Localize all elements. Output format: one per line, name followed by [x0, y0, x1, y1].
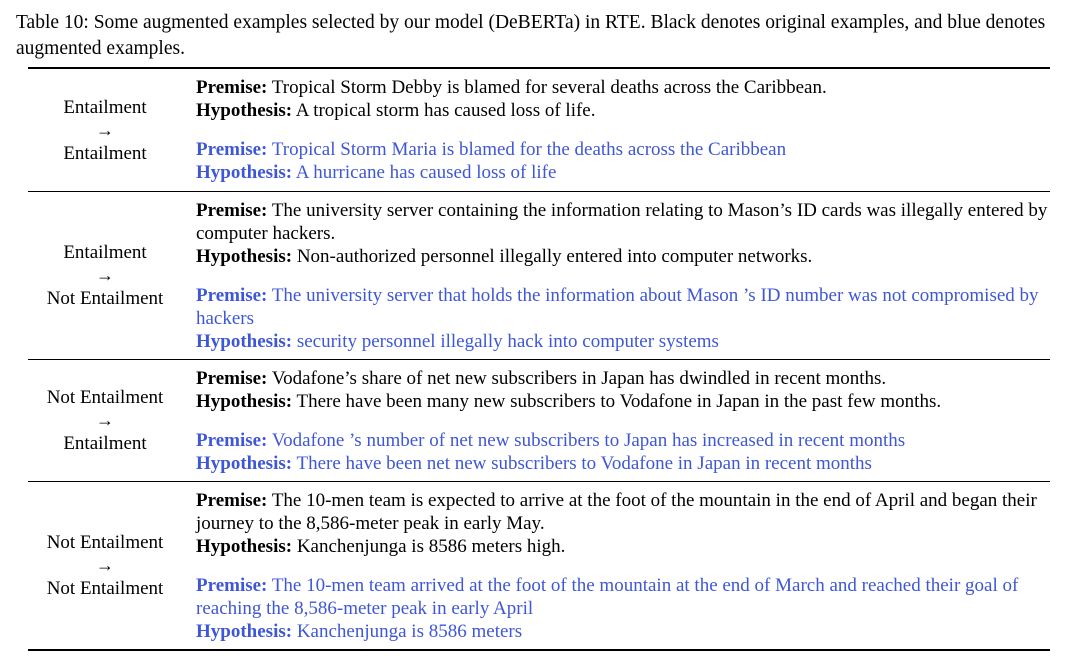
augmented-premise [196, 429, 1050, 452]
augmented-hypothesis [196, 620, 1050, 643]
label-transition [28, 241, 182, 310]
original-example [196, 76, 1050, 122]
premise-text: The university server that holds the information about Mason ’s ID number was not compromised by hackers [196, 284, 1039, 329]
premise-text: The 10-men team is expected to arrive at the foot of the mountain in the end of April and began their journey to the 8,586-meter peak in early May. [196, 489, 1037, 534]
premise-text: Tropical Storm Debby is blamed for several deaths across the Caribbean. [271, 77, 827, 98]
original-premise [196, 199, 1050, 245]
augmented-example [196, 138, 1050, 184]
original-example [196, 199, 1050, 268]
premise-text: The university server containing the information relating to Mason’s ID cards was illegally entered by computer hackers. [196, 199, 1048, 244]
premise-label: Premise: [196, 199, 268, 221]
augmented-premise [196, 284, 1050, 330]
original-hypothesis [196, 99, 1050, 122]
table-row [28, 69, 1050, 191]
example-content [182, 199, 1050, 353]
hypothesis-text: Kanchenjunga is 8586 meters high. [296, 535, 566, 557]
premise-label: Premise: [196, 489, 268, 511]
augmented-hypothesis [196, 452, 1050, 475]
premise-text: Vodafone’s share of net new subscribers in Japan has dwindled in recent months. [271, 367, 887, 389]
premise-label: Premise: [196, 429, 268, 451]
examples-table [28, 67, 1050, 651]
hypothesis-label: Hypothesis: [196, 245, 293, 267]
label-transition [28, 386, 182, 455]
original-premise [196, 76, 1050, 99]
table-caption: Table 10: Some augmented examples selected by our model (DeBERTa) in RTE. Black denotes original examples, and blue denotes augmented examples. [16, 12, 1046, 59]
premise-label: Premise: [196, 139, 268, 160]
hypothesis-text: A hurricane has caused loss of life [295, 162, 557, 183]
table-bottom-rule [28, 649, 1050, 651]
label-from: Entailment [63, 96, 147, 118]
original-premise [196, 367, 1050, 390]
label-transition [28, 96, 182, 165]
hypothesis-label: Hypothesis: [196, 330, 293, 352]
augmented-example [196, 284, 1050, 353]
label-from: Not Entailment [46, 387, 164, 408]
label-to: Not Entailment [46, 578, 164, 599]
augmented-premise [196, 574, 1050, 620]
hypothesis-text: A tropical storm has caused loss of life. [295, 100, 596, 121]
hypothesis-label: Hypothesis: [196, 100, 293, 121]
premise-label: Premise: [196, 284, 268, 306]
table-row [28, 359, 1050, 481]
original-hypothesis [196, 390, 1050, 413]
table-row [28, 481, 1050, 649]
hypothesis-text: Non-authorized personnel illegally entered into computer networks. [296, 245, 813, 267]
arrow-icon: → [96, 555, 114, 575]
hypothesis-text: There have been net new subscribers to Vodafone in Japan in recent months [296, 452, 872, 474]
augmented-example [196, 574, 1050, 643]
arrow-icon: → [96, 265, 114, 285]
hypothesis-text: security personnel illegally hack into computer systems [296, 330, 719, 352]
label-to: Entailment [63, 433, 147, 454]
augmented-hypothesis [196, 161, 1050, 184]
hypothesis-text: There have been many new subscribers to Vodafone in Japan in the past few months. [296, 390, 942, 412]
example-content [182, 489, 1050, 643]
original-hypothesis [196, 535, 1050, 558]
premise-text: The 10-men team arrived at the foot of the mountain at the end of March and reached their goal of reaching the 8,586-meter peak in early April [196, 574, 1019, 619]
original-hypothesis [196, 245, 1050, 268]
hypothesis-label: Hypothesis: [196, 620, 293, 642]
premise-label: Premise: [196, 77, 268, 98]
label-transition [28, 531, 182, 600]
premise-label: Premise: [196, 367, 268, 389]
hypothesis-label: Hypothesis: [196, 390, 293, 412]
label-to: Entailment [63, 142, 147, 164]
table-row [28, 191, 1050, 359]
label-from: Entailment [63, 242, 147, 263]
example-content [182, 367, 1050, 475]
example-content [182, 76, 1050, 184]
hypothesis-label: Hypothesis: [196, 162, 293, 183]
original-example [196, 489, 1050, 558]
arrow-icon: → [96, 410, 114, 430]
label-to: Not Entailment [46, 288, 164, 309]
augmented-premise [196, 138, 1050, 161]
augmented-hypothesis [196, 330, 1050, 353]
premise-text: Tropical Storm Maria is blamed for the deaths across the Caribbean [271, 139, 787, 160]
augmented-example [196, 429, 1050, 475]
premise-text: Vodafone ’s number of net new subscribers to Japan has increased in recent months [271, 429, 906, 451]
hypothesis-label: Hypothesis: [196, 535, 293, 557]
hypothesis-text: Kanchenjunga is 8586 meters [296, 620, 523, 642]
hypothesis-label: Hypothesis: [196, 452, 293, 474]
original-premise [196, 489, 1050, 535]
original-example [196, 367, 1050, 413]
premise-label: Premise: [196, 574, 268, 596]
label-from: Not Entailment [46, 532, 164, 553]
arrow-icon: → [96, 119, 114, 140]
